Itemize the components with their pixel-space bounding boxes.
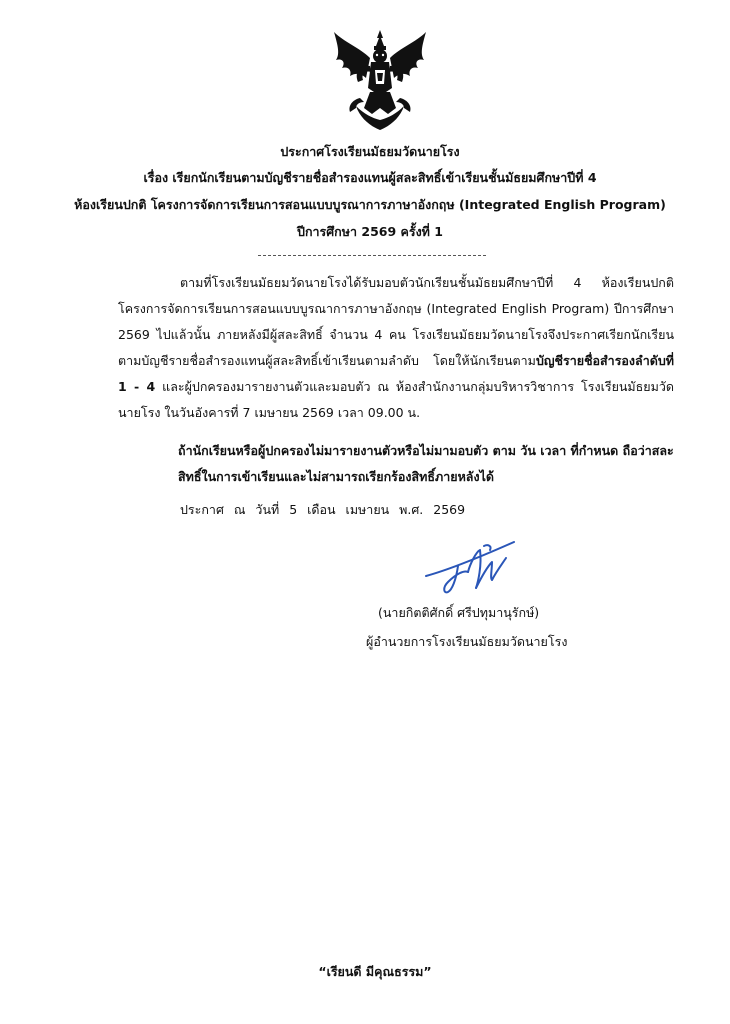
announcement-year: ปีการศึกษา 2569 ครั้งที่ 1 (297, 224, 443, 239)
reserve-list-emphasis: บัญชีรายชื่อสำรองลำดับที่ 1 - 4 (118, 353, 674, 394)
announcement-date: ประกาศ ณ วันที่ 5 เดือน เมษายน พ.ศ. 2569 (180, 502, 466, 517)
paragraph-text-part1: ตามที่โรงเรียนมัธยมวัดนายโรงได้รับมอบตัวนักเรียนชั้นมัธยมศึกษาปีที่ 4 ห้องเรียนปกติ โครงการจัดการเรียนการสอนแบบบูรณาการภาษาอังกฤษ (Integrated English Program) ปีการศึกษา 2569 ไปแล้วนั้น ภายหลังมีผู้สละสิทธิ์ จำนวน 4 คน โรงเรียนมัธยมวัดนายโรงจึงประกาศเรียกนักเรียนตามบัญชีรายชื่อสำรองแทนผู้สละสิทธิ์เข้าเรียนตามลำดับ โดยให้นักเรียนตาม (118, 275, 674, 368)
announcement-program: ห้องเรียนปกติ โครงการจัดการเรียนการสอนแบบบูรณาการภาษาอังกฤษ (Integrated English Program) (74, 197, 666, 212)
main-paragraph (118, 270, 674, 426)
school-motto: “เรียนดี มีคุณธรรม” (318, 964, 432, 979)
header-divider (258, 255, 486, 256)
paragraph-text-part2: และผู้ปกครองมารายงานตัวและมอบตัว ณ ห้องสำนักงานกลุ่มบริหารวิชาการ โรงเรียนมัธยมวัดนายโรง ในวันอังคารที่ 7 เมษายน 2569 เวลา 09.00 น. (118, 379, 675, 420)
garuda-emblem-icon (330, 28, 430, 132)
announcement-title: ประกาศโรงเรียนมัธยมวัดนายโรง (280, 144, 460, 159)
announcement-subject: เรื่อง เรียกนักเรียนตามบัญชีรายชื่อสำรองแทนผู้สละสิทธิ์เข้าเรียนชั้นมัธยมศึกษาปีที่ 4 (143, 170, 597, 185)
signer-title: ผู้อำนวยการโรงเรียนมัธยมวัดนายโรง (366, 634, 568, 649)
signer-name: (นายกิตติศักดิ์ ศรีปทุมานุรักษ์) (378, 605, 540, 620)
warning-paragraph: ถ้านักเรียนหรือผู้ปกครองไม่มารายงานตัวหรือไม่มามอบตัว ตาม วัน เวลา ที่กำหนด ถือว่าสละสิทธิ์ในการเข้าเรียนและไม่สามารถเรียกร้องสิทธิ์ภายหลังได้ (178, 443, 674, 484)
signature-image (418, 536, 528, 596)
